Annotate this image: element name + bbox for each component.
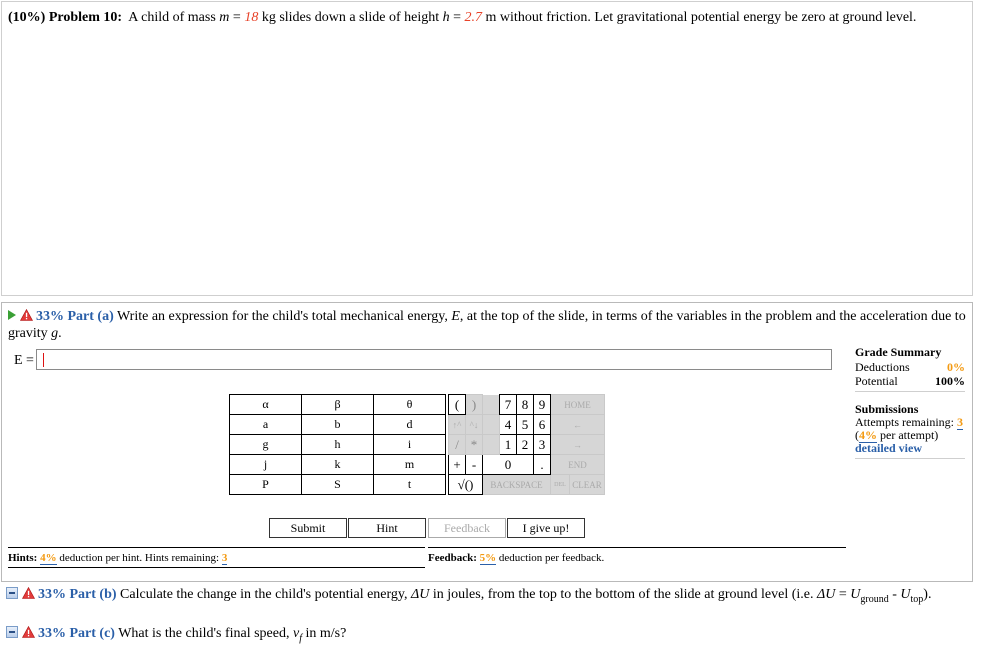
problem-panel bbox=[1, 1, 973, 296]
key-variable[interactable]: θ bbox=[374, 395, 446, 415]
part-b-eq: = bbox=[838, 587, 847, 602]
part-c-label: Part (c) bbox=[69, 626, 115, 641]
key-2[interactable]: 2 bbox=[517, 435, 534, 455]
deductions-label: Deductions bbox=[855, 360, 910, 374]
key-variable[interactable]: a bbox=[230, 415, 302, 435]
problem-text-2: kg slides down a slide of height bbox=[261, 10, 440, 25]
collapse-minus-icon[interactable] bbox=[6, 626, 18, 638]
key-clear[interactable]: CLEAR bbox=[570, 475, 605, 495]
key-del[interactable]: DEL bbox=[551, 475, 570, 495]
key-dot[interactable]: . bbox=[534, 455, 551, 475]
v-final: v bbox=[292, 626, 300, 641]
part-c-row[interactable] bbox=[6, 626, 346, 644]
give-up-button[interactable]: I give up! bbox=[507, 518, 585, 538]
key-variable[interactable]: P bbox=[230, 475, 302, 495]
key-left-arrow[interactable]: ← bbox=[551, 415, 605, 435]
hint-button[interactable]: Hint bbox=[348, 518, 426, 538]
key-close-paren[interactable]: ) bbox=[466, 395, 483, 415]
attempts-value: 3 bbox=[956, 415, 963, 429]
hints-remaining: 3 bbox=[221, 552, 228, 564]
submit-button[interactable]: Submit bbox=[269, 518, 347, 538]
problem-text-3: m without friction. Let gravitational potential energy be zero at ground level. bbox=[485, 10, 917, 25]
part-b-question-1: Calculate the change in the child's potential energy, bbox=[120, 587, 408, 602]
play-triangle-icon[interactable] bbox=[8, 310, 16, 320]
key-variable[interactable]: m bbox=[374, 455, 446, 475]
part-b-question-2: in joules, from the top to the bottom of the slide at ground level (i.e. bbox=[432, 587, 814, 602]
key-3[interactable]: 3 bbox=[534, 435, 551, 455]
answer-input[interactable] bbox=[36, 349, 832, 370]
height-value: 2.7 bbox=[464, 10, 483, 25]
key-end[interactable]: END bbox=[551, 455, 605, 475]
key-1[interactable]: 1 bbox=[500, 435, 517, 455]
problem-number: Problem 10: bbox=[48, 10, 123, 25]
hints-bar bbox=[8, 547, 425, 568]
key-variable[interactable]: α bbox=[230, 395, 302, 415]
equals-sign: = bbox=[232, 10, 241, 25]
energy-variable: E bbox=[451, 309, 460, 324]
per-open: ( bbox=[855, 428, 859, 442]
key-variable[interactable]: S bbox=[302, 475, 374, 495]
key-variable[interactable]: i bbox=[374, 435, 446, 455]
key-variable[interactable]: β bbox=[302, 395, 374, 415]
problem-statement bbox=[8, 10, 916, 26]
part-a-question-2: , at the top of the slide, in terms of the variables in the problem and the acceleration due to gravity bbox=[8, 309, 966, 341]
key-variable[interactable]: b bbox=[302, 415, 374, 435]
detailed-view-link[interactable]: detailed view bbox=[855, 441, 922, 455]
part-b-minus: - bbox=[892, 587, 897, 602]
part-b-percent: 33% bbox=[38, 587, 66, 602]
key-minus[interactable]: - bbox=[466, 455, 483, 475]
attempts-label: Attempts remaining: bbox=[855, 415, 954, 429]
key-variable[interactable]: k bbox=[302, 455, 374, 475]
feedback-label: Feedback: bbox=[428, 552, 477, 564]
u-top: U bbox=[900, 587, 911, 602]
key-9[interactable]: 9 bbox=[534, 395, 551, 415]
key-backspace[interactable]: BACKSPACE bbox=[483, 475, 551, 495]
key-sqrt[interactable]: √() bbox=[449, 475, 483, 495]
key-variable[interactable]: d bbox=[374, 415, 446, 435]
key-0[interactable]: 0 bbox=[483, 455, 534, 475]
key-variable[interactable]: t bbox=[374, 475, 446, 495]
text-cursor bbox=[43, 353, 44, 367]
key-6[interactable]: 6 bbox=[534, 415, 551, 435]
hints-deduction-value: 4% bbox=[40, 552, 57, 564]
warning-icon bbox=[22, 626, 35, 638]
part-a-panel bbox=[1, 302, 973, 582]
part-b-row[interactable] bbox=[6, 586, 976, 608]
part-c-percent: 33% bbox=[38, 626, 66, 641]
key-up-caret[interactable]: ↑^ bbox=[449, 415, 466, 435]
warning-icon bbox=[20, 309, 33, 321]
key-open-paren[interactable]: ( bbox=[449, 395, 466, 415]
part-a-percent: 33% bbox=[36, 309, 64, 324]
height-variable: h bbox=[442, 10, 450, 25]
feedback-deduction-value: 5% bbox=[479, 552, 497, 564]
feedback-deduction-text: deduction per feedback. bbox=[498, 552, 605, 564]
problem-text-1: A child of mass bbox=[128, 10, 216, 25]
part-a-header bbox=[8, 308, 968, 342]
equals-sign-2: = bbox=[453, 10, 462, 25]
hints-label: Hints: bbox=[8, 552, 38, 564]
delta-u-2: ΔU bbox=[817, 587, 836, 602]
part-a-question-1: Write an expression for the child's total mechanical energy, bbox=[117, 309, 448, 324]
gravity-variable: g bbox=[51, 326, 59, 341]
per-attempt-value: 4% bbox=[859, 428, 877, 442]
key-down-caret[interactable]: ^↓ bbox=[466, 415, 483, 435]
key-slash[interactable]: / bbox=[449, 435, 466, 455]
key-4[interactable]: 4 bbox=[500, 415, 517, 435]
key-right-arrow[interactable]: → bbox=[551, 435, 605, 455]
key-star[interactable]: * bbox=[466, 435, 483, 455]
delta-u: ΔU bbox=[411, 587, 430, 602]
key-plus[interactable]: + bbox=[449, 455, 466, 475]
part-a-label: Part (a) bbox=[67, 309, 114, 324]
grade-summary-title: Grade Summary bbox=[855, 345, 942, 359]
potential-value: 100% bbox=[935, 374, 965, 388]
mass-value: 18 bbox=[244, 10, 259, 25]
key-home[interactable]: HOME bbox=[551, 395, 605, 415]
part-c-question-2: in m/s? bbox=[305, 626, 347, 641]
feedback-bar bbox=[428, 547, 846, 567]
mass-variable: m bbox=[219, 10, 230, 25]
warning-icon bbox=[22, 587, 35, 599]
potential-label: Potential bbox=[855, 374, 898, 388]
submissions-title: Submissions bbox=[855, 402, 919, 416]
sub-top: top bbox=[910, 593, 924, 605]
hints-deduction-text: deduction per hint. Hints remaining: bbox=[59, 552, 220, 564]
part-c-question-1: What is the child's final speed, bbox=[118, 626, 290, 641]
key-variable[interactable]: j bbox=[230, 455, 302, 475]
variable-keypad bbox=[229, 394, 446, 495]
numeric-keypad bbox=[448, 394, 605, 495]
key-variable[interactable]: g bbox=[230, 435, 302, 455]
submissions-summary bbox=[855, 403, 965, 459]
collapse-minus-icon[interactable] bbox=[6, 587, 18, 599]
part-b-end: ). bbox=[923, 587, 932, 602]
sub-f: f bbox=[299, 632, 302, 644]
grade-summary bbox=[855, 345, 965, 392]
u-ground: U bbox=[850, 587, 861, 602]
deductions-value: 0% bbox=[947, 360, 965, 374]
sub-ground: ground bbox=[860, 593, 889, 605]
key-variable[interactable]: h bbox=[302, 435, 374, 455]
problem-percent: (10%) bbox=[8, 10, 46, 25]
per-attempt-label: per attempt) bbox=[880, 428, 939, 442]
feedback-button[interactable]: Feedback bbox=[428, 518, 506, 538]
answer-label: E = bbox=[14, 353, 34, 368]
key-7[interactable]: 7 bbox=[500, 395, 517, 415]
part-b-label: Part (b) bbox=[69, 587, 117, 602]
key-5[interactable]: 5 bbox=[517, 415, 534, 435]
part-a-end: . bbox=[58, 326, 62, 341]
key-8[interactable]: 8 bbox=[517, 395, 534, 415]
